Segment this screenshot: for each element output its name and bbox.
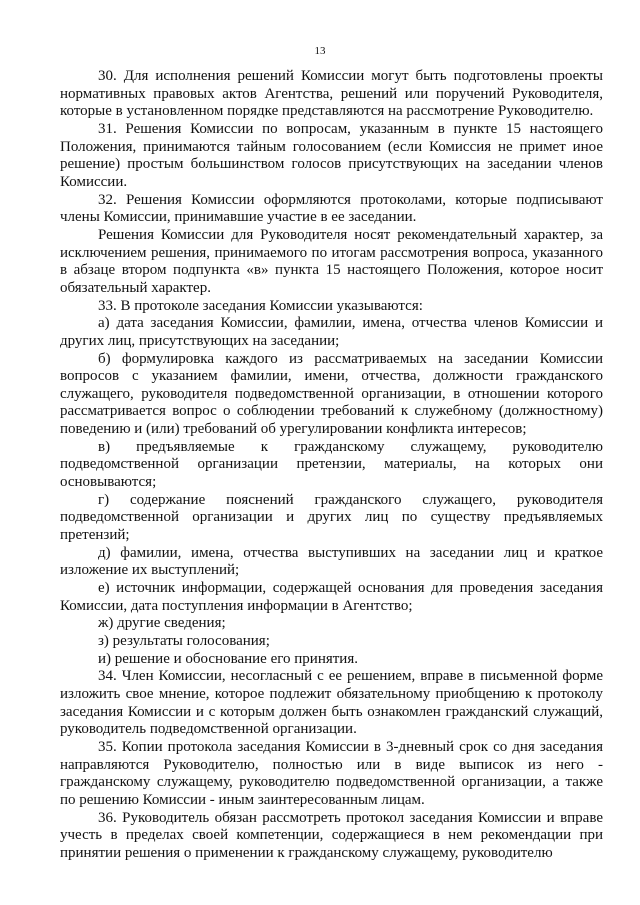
- list-item-b: б) формулировка каждого из рассматриваемых на заседании Комиссии вопросов с указанием фамилии, имени, отчества, должности гражданского служащего, руководителя подведомственной организации, в отношении которого рассматривается вопрос о соблюдении требований к служебному (должностному) поведению и (или) требований об урегулировании конфликта интересов;: [60, 350, 603, 438]
- paragraph-32: 32. Решения Комиссии оформляются протоколами, которые подписывают члены Комиссии, принимавшие участие в ее заседании.: [60, 191, 603, 226]
- list-item-zh: ж) другие сведения;: [98, 615, 226, 632]
- paragraph-32-note: Решения Комиссии для Руководителя носят рекомендательный характер, за исключением решения, принимаемого по итогам рассмотрения вопроса, указанного в абзаце втором подпункта «в» пункта 15 настоящего Положения, которое носит обязательный характер.: [60, 226, 603, 296]
- list-item-e: е) источник информации, содержащей основания для проведения заседания Комиссии, дата поступления информации в Агентство;: [60, 580, 603, 614]
- list-item-d: д) фамилии, имена, отчества выступивших на заседании лиц и краткое изложение их выступлений;: [60, 544, 603, 579]
- list-item-i: и) решение и обоснование его принятия.: [98, 650, 358, 667]
- paragraph-33: 33. В протоколе заседания Комиссии указываются:: [98, 297, 423, 314]
- document-body: [60, 68, 603, 863]
- paragraph-35: 35. Копии протокола заседания Комиссии в 3-дневный срок со дня заседания направляются Руководителю, полностью или в виде выписок из него - гражданскому служащему, руководителю подведомственной организации, а также по решению Комиссии - иным заинтересованным лицам.: [60, 738, 603, 808]
- paragraph-34: 34. Член Комиссии, несогласный с ее решением, вправе в письменной форме изложить свое мнение, которое подлежит обязательному приобщению к протоколу заседания Комиссии и с которым должен быть ознакомлен гражданский служащий, руководитель подведомственной организации.: [60, 668, 603, 738]
- list-item-v: в) предъявляемые к гражданскому служащему, руководителю подведомственной организации претензии, материалы, на которых они основываются;: [60, 438, 603, 491]
- paragraph-36: 36. Руководитель обязан рассмотреть протокол заседания Комиссии и вправе учесть в пределах своей компетенции, содержащиеся в нем рекомендации при принятии решения о применении к гражданскому служащему, руководителю: [60, 809, 603, 861]
- list-item-g: г) содержание пояснений гражданского служащего, руководителя подведомственной организации и других лиц по существу предъявляемых претензий;: [60, 491, 603, 544]
- paragraph-31: 31. Решения Комиссии по вопросам, указанным в пункте 15 настоящего Положения, принимаются тайным голосованием (если Комиссия не примет иное решение) простым большинством голосов присутствующих на заседании членов Комиссии.: [60, 120, 603, 190]
- paragraph-30: 30. Для исполнения решений Комиссии могут быть подготовлены проекты нормативных правовых актов Агентства, решений или поручений Руководителя, которые в установленном порядке представляются на рассмотрение Руководителю.: [60, 68, 603, 120]
- list-item-z: з) результаты голосования;: [98, 633, 270, 649]
- list-item-a: а) дата заседания Комиссии, фамилии, имена, отчества членов Комиссии и других лиц, присутствующих на заседании;: [60, 315, 603, 349]
- page-number: 13: [314, 45, 326, 57]
